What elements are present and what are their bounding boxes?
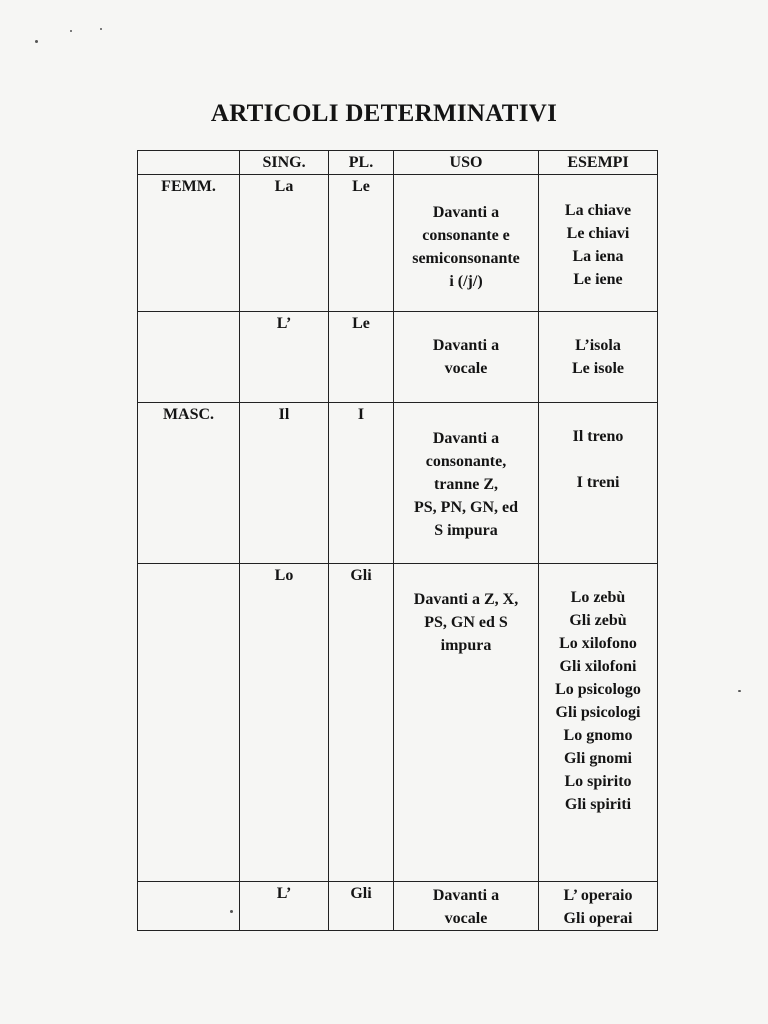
- esempi-cell: [539, 564, 658, 882]
- uso-line: PS, GN ed S: [424, 614, 508, 631]
- example-line: La chiave: [564, 202, 632, 219]
- example-line: Gli gnomi: [563, 750, 632, 767]
- scan-speck: [35, 40, 38, 43]
- pl-cell: Gli: [329, 882, 394, 931]
- header-esempi: ESEMPI: [539, 151, 658, 175]
- example-line: Lo psicologo: [555, 681, 641, 698]
- uso-cell: [394, 175, 539, 312]
- gender-cell: FEMM.: [138, 175, 240, 312]
- gender-cell: [138, 882, 240, 931]
- header-sing: SING.: [240, 151, 329, 175]
- uso-cell: [394, 403, 539, 564]
- uso-line: PS, PN, GN, ed: [414, 499, 518, 516]
- example-line: Il treno: [572, 428, 624, 445]
- table-row: [138, 403, 658, 564]
- gender-cell: [138, 564, 240, 882]
- uso-line: vocale: [444, 360, 488, 377]
- esempi-cell: [539, 175, 658, 312]
- header-uso: USO: [394, 151, 539, 175]
- header-gender: [138, 151, 240, 175]
- example-line: Gli xilofoni: [559, 658, 637, 675]
- page-title: ARTICOLI DETERMINATIVI: [210, 100, 558, 127]
- example-line: Lo zebù: [570, 589, 626, 606]
- gender-cell: [138, 312, 240, 403]
- example-line: Gli operai: [563, 910, 633, 927]
- scan-speck: [70, 30, 72, 32]
- uso-line: S impura: [434, 522, 498, 539]
- example-line: Le chiavi: [566, 225, 630, 242]
- esempi-cell: [539, 882, 658, 931]
- uso-cell: [394, 312, 539, 403]
- example-line: La iena: [572, 248, 624, 265]
- example-line: Lo spirito: [564, 773, 632, 790]
- uso-line: semiconsonante: [412, 250, 520, 267]
- example-line: Lo xilofono: [559, 635, 637, 652]
- header-row: [138, 151, 658, 175]
- uso-line: impura: [440, 637, 492, 654]
- sing-cell: Lo: [240, 564, 329, 882]
- example-line: I treni: [576, 474, 620, 491]
- uso-line: Davanti a: [432, 337, 500, 354]
- example-line: L’ operaio: [563, 887, 633, 904]
- example-line: Gli psicologi: [555, 704, 641, 721]
- esempi-cell: [539, 312, 658, 403]
- uso-line: Davanti a Z, X,: [413, 591, 519, 608]
- uso-line: i (/j/): [449, 273, 483, 290]
- sing-cell: Il: [240, 403, 329, 564]
- example-line: Le isole: [572, 360, 624, 377]
- uso-line: tranne Z,: [434, 476, 498, 493]
- example-line: Gli spiriti: [564, 796, 632, 813]
- sing-cell: L’: [240, 312, 329, 403]
- esempi-cell: [539, 403, 658, 564]
- table-row: [138, 882, 658, 931]
- uso-line: consonante,: [425, 453, 507, 470]
- uso-line: Davanti a: [432, 887, 500, 904]
- articles-table: [137, 150, 658, 931]
- sing-cell: L’: [240, 882, 329, 931]
- uso-line: Davanti a: [432, 204, 500, 221]
- example-line: L’isola: [575, 337, 621, 354]
- uso-cell: [394, 882, 539, 931]
- gender-cell: MASC.: [138, 403, 240, 564]
- table-row: [138, 564, 658, 882]
- pl-cell: Gli: [329, 564, 394, 882]
- scan-speck: [100, 28, 102, 30]
- uso-line: consonante e: [422, 227, 510, 244]
- pl-cell: Le: [329, 312, 394, 403]
- table-row: [138, 175, 658, 312]
- uso-line: vocale: [444, 910, 488, 927]
- example-line: Lo gnomo: [563, 727, 633, 744]
- example-line: Gli zebù: [569, 612, 627, 629]
- pl-cell: Le: [329, 175, 394, 312]
- table-row: [138, 312, 658, 403]
- pl-cell: I: [329, 403, 394, 564]
- example-line: Le iene: [573, 271, 623, 288]
- uso-cell: [394, 564, 539, 882]
- scan-speck: [738, 690, 741, 692]
- sing-cell: La: [240, 175, 329, 312]
- example-spacer: [539, 448, 657, 471]
- header-pl: PL.: [329, 151, 394, 175]
- uso-line: Davanti a: [432, 430, 500, 447]
